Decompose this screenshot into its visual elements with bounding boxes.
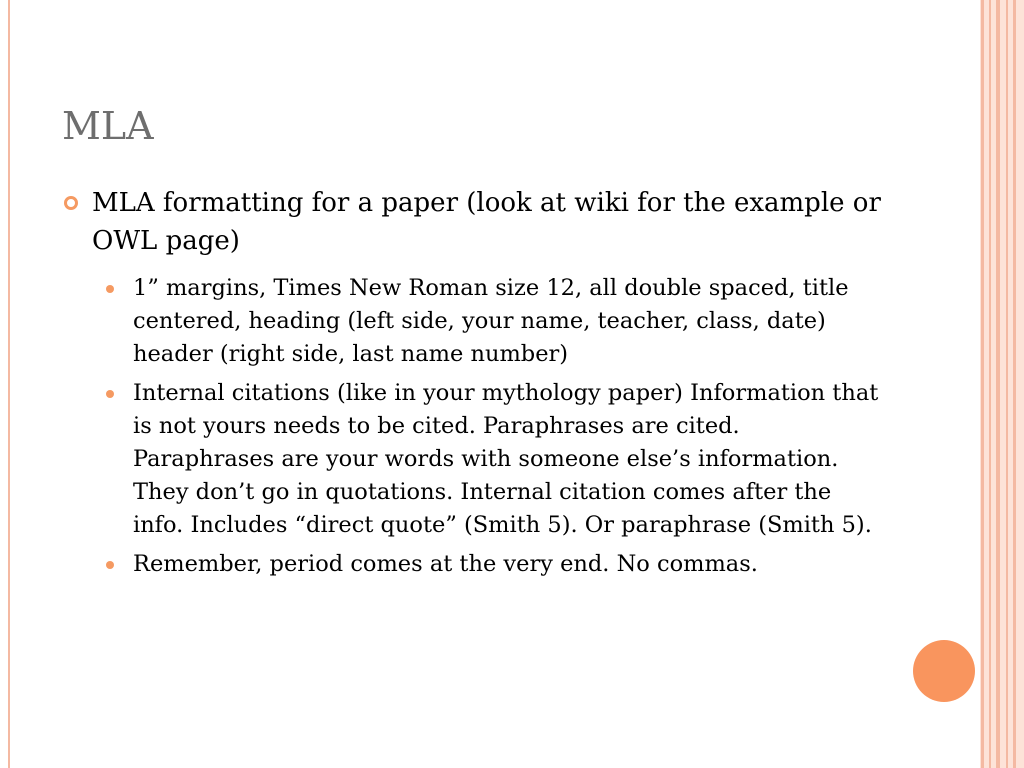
sub-bullet-margins bbox=[133, 272, 882, 371]
bullet-level-1 bbox=[92, 184, 882, 260]
dot-bullet-icon bbox=[106, 390, 114, 398]
right-stripe bbox=[989, 0, 991, 768]
bullet-text: MLA formatting for a paper (look at wiki for the example or OWL page) bbox=[92, 188, 881, 256]
right-stripe bbox=[1006, 0, 1008, 768]
sub-bullet-list bbox=[92, 272, 882, 581]
ring-bullet-icon bbox=[64, 196, 78, 210]
sub-bullet-text: 1” margins, Times New Roman size 12, all double spaced, title centered, heading (left side, your name, teacher, class, date) header (right side, last name number) bbox=[133, 275, 849, 367]
sub-bullet-period bbox=[133, 548, 882, 581]
right-decorative-band bbox=[980, 0, 1024, 768]
right-stripe bbox=[1013, 0, 1016, 768]
dot-bullet-icon bbox=[106, 285, 114, 293]
dot-bullet-icon bbox=[106, 561, 114, 569]
accent-circle bbox=[913, 640, 975, 702]
sub-bullet-citations bbox=[133, 377, 882, 542]
left-border-line bbox=[8, 0, 10, 768]
sub-bullet-text: Internal citations (like in your mythology paper) Information that is not yours needs to be cited. Paraphrases are cited. Paraphrases are your words with someone else’s information. They don’t go in quotations. Internal citation comes after the info. Includes “direct quote” (Smith 5). Or paraphrase (Smith 5). bbox=[133, 380, 879, 538]
slide-content bbox=[92, 184, 882, 587]
sub-bullet-text: Remember, period comes at the very end. No commas. bbox=[133, 551, 758, 577]
slide-title: MLA bbox=[62, 104, 154, 148]
right-stripe bbox=[996, 0, 1000, 768]
right-stripe bbox=[981, 0, 984, 768]
